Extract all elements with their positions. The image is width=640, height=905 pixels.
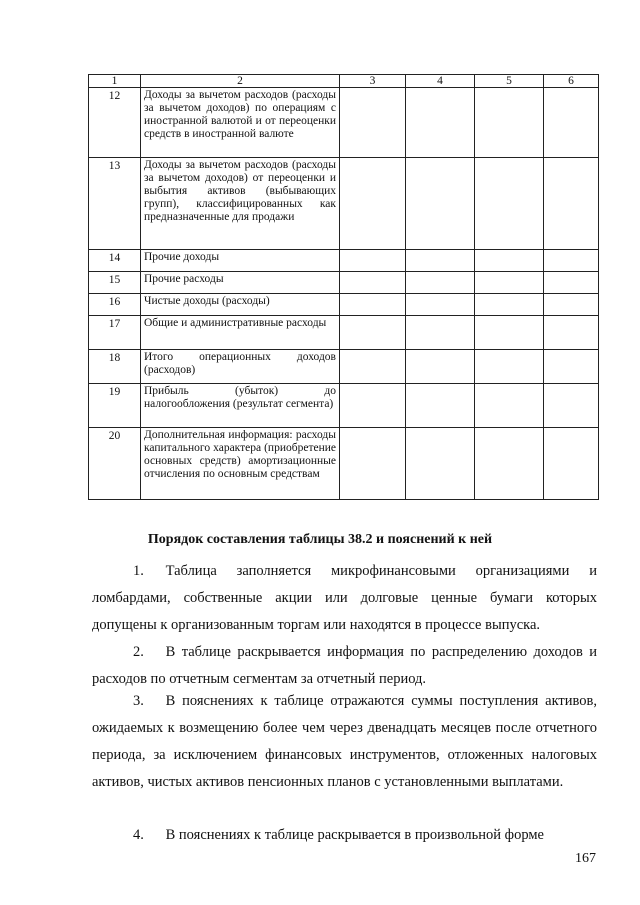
row-label: Доходы за вычетом расходов (расходы за вычетом доходов) от переоценки и выбытия активов (выбывающих групп), классифицированных как предназначенные для продажи xyxy=(141,158,340,250)
empty-value-cell xyxy=(544,250,599,272)
page-number: 167 xyxy=(575,851,596,866)
empty-value-cell xyxy=(544,88,599,158)
empty-value-cell xyxy=(406,158,475,250)
column-header: 3 xyxy=(340,75,406,88)
row-label: Дополнительная информация: расходы капитального характера (приобретение основных средств) амортизационные отчисления по основным средствам xyxy=(141,428,340,500)
row-number: 19 xyxy=(89,384,141,428)
empty-value-cell xyxy=(475,250,544,272)
column-header: 4 xyxy=(406,75,475,88)
row-label: Прибыль (убыток) до налогообложения (результат сегмента) xyxy=(141,384,340,428)
empty-value-cell xyxy=(475,88,544,158)
empty-value-cell xyxy=(475,316,544,350)
empty-value-cell xyxy=(340,384,406,428)
empty-value-cell xyxy=(544,428,599,500)
row-label: Чистые доходы (расходы) xyxy=(141,294,340,316)
row-label: Итого операционных доходов (расходов) xyxy=(141,350,340,384)
empty-value-cell xyxy=(544,316,599,350)
column-header: 1 xyxy=(89,75,141,88)
row-number: 18 xyxy=(89,350,141,384)
empty-value-cell xyxy=(340,294,406,316)
empty-value-cell xyxy=(544,158,599,250)
paragraph-1: 1. Таблица заполняется микрофинансовыми организациями и ломбардами, собственные акции или долговые ценные бумаги которых допущены к организованным торгам или находятся в процессе выпуска. xyxy=(92,563,597,633)
empty-value-cell xyxy=(475,384,544,428)
column-header: 5 xyxy=(475,75,544,88)
empty-value-cell xyxy=(544,350,599,384)
row-number: 14 xyxy=(89,250,141,272)
row-number: 16 xyxy=(89,294,141,316)
table-row xyxy=(89,316,599,350)
empty-value-cell xyxy=(406,250,475,272)
row-label: Прочие расходы xyxy=(141,272,340,294)
empty-value-cell xyxy=(406,272,475,294)
table-row xyxy=(89,158,599,250)
empty-value-cell xyxy=(340,316,406,350)
table-header-row xyxy=(89,75,599,88)
paragraph-4: 4. В пояснениях к таблице раскрывается в произвольной форме xyxy=(133,827,544,843)
empty-value-cell xyxy=(475,294,544,316)
row-label: Доходы за вычетом расходов (расходы за вычетом доходов) по операциям с иностранной валютой и от переоценки средств в иностранной валюте xyxy=(141,88,340,158)
empty-value-cell xyxy=(406,316,475,350)
empty-value-cell xyxy=(406,350,475,384)
empty-value-cell xyxy=(475,158,544,250)
row-label: Общие и административные расходы xyxy=(141,316,340,350)
empty-value-cell xyxy=(544,294,599,316)
empty-value-cell xyxy=(406,294,475,316)
table-row xyxy=(89,294,599,316)
empty-value-cell xyxy=(340,250,406,272)
row-number: 17 xyxy=(89,316,141,350)
empty-value-cell xyxy=(475,428,544,500)
table-row xyxy=(89,350,599,384)
empty-value-cell xyxy=(406,88,475,158)
empty-value-cell xyxy=(340,350,406,384)
row-number: 20 xyxy=(89,428,141,500)
empty-value-cell xyxy=(340,158,406,250)
table-row xyxy=(89,428,599,500)
empty-value-cell xyxy=(475,350,544,384)
row-number: 15 xyxy=(89,272,141,294)
table-row xyxy=(89,272,599,294)
empty-value-cell xyxy=(340,88,406,158)
table-row xyxy=(89,250,599,272)
empty-value-cell xyxy=(340,272,406,294)
column-header: 2 xyxy=(141,75,340,88)
row-number: 13 xyxy=(89,158,141,250)
paragraph-2: 2. В таблице раскрывается информация по распределению доходов и расходов по отчетным сегментам за отчетный период. xyxy=(92,644,597,687)
section-heading: Порядок составления таблицы 38.2 и пояснений к ней xyxy=(147,532,493,547)
table-row xyxy=(89,88,599,158)
column-header: 6 xyxy=(544,75,599,88)
empty-value-cell xyxy=(544,272,599,294)
empty-value-cell xyxy=(544,384,599,428)
empty-value-cell xyxy=(340,428,406,500)
empty-value-cell xyxy=(406,428,475,500)
empty-value-cell xyxy=(406,384,475,428)
paragraph-3: 3. В пояснениях к таблице отражаются суммы поступления активов, ожидаемых к возмещению более чем через двенадцать месяцев после отчетного периода, за исключением финансовых инструментов, отложенных налоговых активов, чистых активов пенсионных планов с установленными выплатами. xyxy=(92,693,597,790)
row-label: Прочие доходы xyxy=(141,250,340,272)
row-number: 12 xyxy=(89,88,141,158)
table-row xyxy=(89,384,599,428)
empty-value-cell xyxy=(475,272,544,294)
segment-income-table xyxy=(88,74,599,500)
